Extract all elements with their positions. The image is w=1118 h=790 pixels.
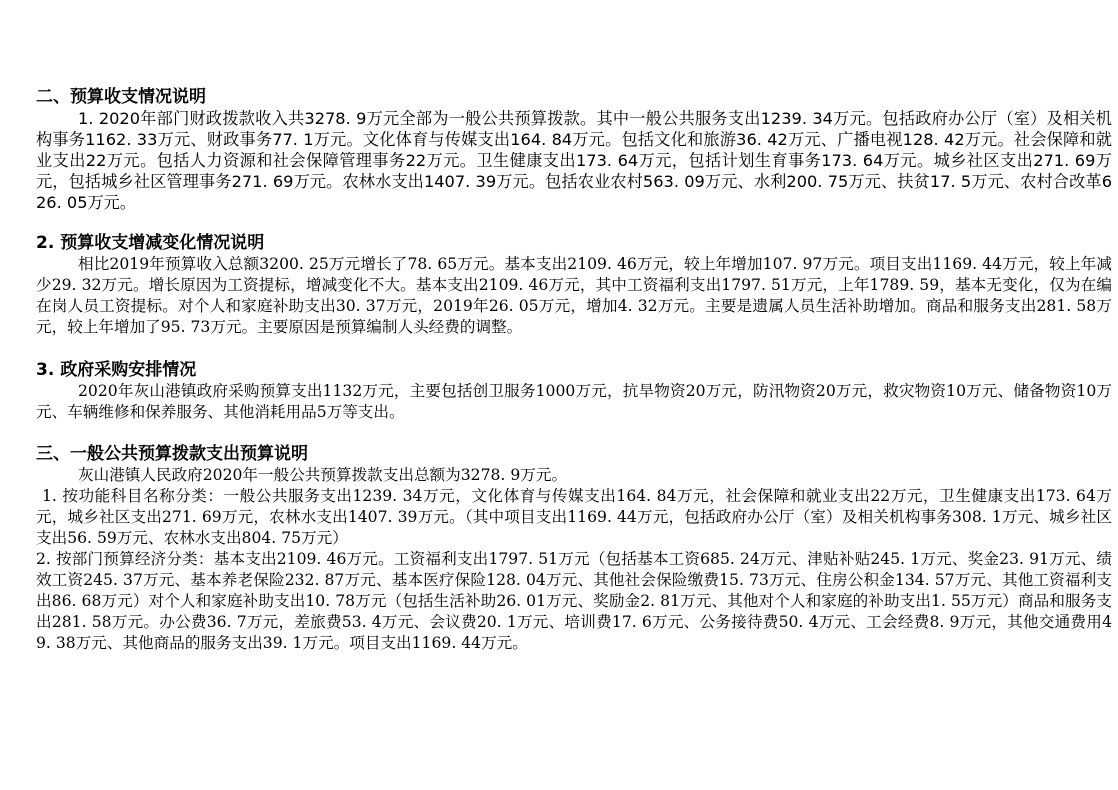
paragraph: 灰山港镇人民政府2020年一般公共预算拨款支出总额为3278. 9万元。 [78, 466, 568, 484]
paragraph: 1. 按功能科目名称分类：一般公共服务支出1239. 34万元，文化体育与传媒支出164. 84万元，社会保障和就业支出22万元，卫生健康支出173. 64万元，城乡社区支出271. 69万元，农林水支出1407. 39万元。（其中项目支出1169. 44万元，包括政府办公厅（室）及相关机构事务308. 1万元、城乡社区支出56. 59万元、农林水支出804. 75万元） [36, 487, 1112, 547]
section-budget-revenue-expenditure [36, 86, 1112, 213]
section-heading: 2. 预算收支增减变化情况说明 [36, 233, 265, 253]
section-heading: 三、一般公共预算拨款支出预算说明 [36, 444, 308, 464]
paragraph: 1. 2020年部门财政拨款收入共3278. 9万元全部为一般公共预算拨款。其中一般公共服务支出1239. 34万元。包括政府办公厅（室）及相关机构事务1162. 33万元、财政事务77. 1万元。文化体育与传媒支出164. 84万元。包括文化和旅游36. 42万元、广播电视128. 42万元。社会保障和就业支出22万元。包括人力资源和社会保障管理事务22万元。卫生健康支出173. 64万元，包括计划生育事务173. 64万元。城乡社区支出271. 69万元，包括城乡社区管理事务271. 69万元。农林水支出1407. 39万元。包括农业农村563. 09万元、水利200. 75万元、扶贫17. 5万元、农村合改革626. 05万元。 [36, 109, 1112, 212]
section-budget-change [36, 232, 1112, 338]
paragraph: 相比2019年预算收入总额3200. 25万元增长了78. 65万元。基本支出2109. 46万元，较上年增加107. 97万元。项目支出1169. 44万元，较上年减少29. 32万元。增长原因为工资提标，增减变化不大。基本支出2109. 46万元，其中工资福利支出1797. 51万元，上年1789. 59，基本无变化，仅为在编在岗人员工资提标。对个人和家庭补助支出30. 37万元，2019年26. 05万元，增加4. 32万元。主要是遗属人员生活补助增加。商品和服务支出281. 58万元，较上年增加了95. 73万元。主要原因是预算编制人头经费的调整。 [36, 255, 1112, 336]
paragraph: 2. 按部门预算经济分类：基本支出2109. 46万元。工资福利支出1797. 51万元（包括基本工资685. 24万元、津贴补贴245. 1万元、奖金23. 91万元、绩效工资245. 37万元、基本养老保险232. 87万元、基本医疗保险128. 04万元、其他社会保险缴费15. 73万元、住房公积金134. 57万元、其他工资福利支出86. 68万元）对个人和家庭补助支出10. 78万元（包括生活补助26. 01万元、奖励金2. 81万元、其他对个人和家庭的补助支出1. 55万元）商品和服务支出281. 58万元。办公费36. 7万元，差旅费53. 4万元、会议费20. 1万元、培训费17. 6万元、公务接待费50. 4万元、工会经费8. 9万元，其他交通费用49. 38万元、其他商品的服务支出39. 1万元。项目支出1169. 44万元。 [36, 550, 1112, 652]
section-heading: 二、预算收支情况说明 [36, 87, 206, 107]
section-government-procurement [36, 359, 1112, 423]
document-page [36, 86, 1112, 654]
paragraph: 2020年灰山港镇政府采购预算支出1132万元，主要包括创卫服务1000万元，抗旱物资20万元，防汛物资20万元，救灾物资10万元、储备物资10万元、车辆维修和保养服务、其他消耗用品5万等支出。 [36, 382, 1112, 421]
section-general-public-budget [36, 443, 1112, 654]
section-heading: 3. 政府采购安排情况 [36, 360, 197, 380]
